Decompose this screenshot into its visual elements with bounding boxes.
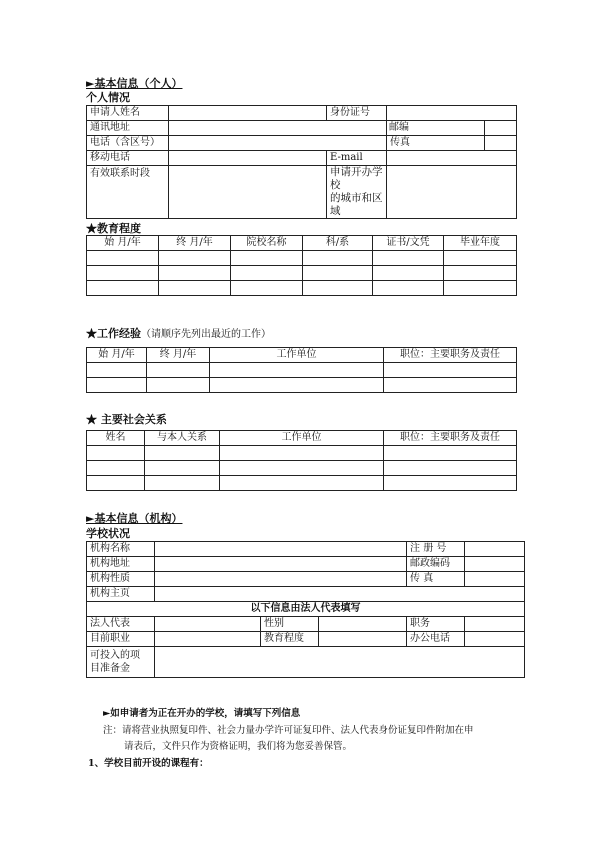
- school-city-label: [327, 166, 387, 219]
- occupation-label: 目前职业: [87, 632, 155, 647]
- col-header: 工作单位: [220, 431, 384, 446]
- legal-rep-field[interactable]: [155, 617, 261, 632]
- table-row: [87, 587, 525, 602]
- table-row: [87, 281, 517, 296]
- homepage-field[interactable]: [155, 587, 525, 602]
- legal-rep-label: 法人代表: [87, 617, 155, 632]
- table-cell[interactable]: [87, 251, 159, 266]
- work-section-title: ★工作经验: [86, 327, 141, 340]
- position-field[interactable]: [465, 617, 525, 632]
- personal-section-title: ►基本信息（个人）: [86, 77, 183, 90]
- work-section-heading: [86, 327, 271, 342]
- table-cell[interactable]: [210, 363, 384, 378]
- address-label: 通讯地址: [87, 121, 169, 136]
- table-cell[interactable]: [303, 281, 373, 296]
- funds-field[interactable]: [155, 647, 525, 678]
- registration-number-field[interactable]: [465, 542, 525, 557]
- gender-field[interactable]: [319, 617, 407, 632]
- table-header-row: [87, 431, 517, 446]
- applicant-name-field[interactable]: [169, 106, 327, 121]
- note-line-2: 请表后，文件只作为资格证明，我们将为您妥善保管。: [124, 741, 353, 752]
- table-row: [87, 446, 517, 461]
- table-row: [87, 476, 517, 491]
- col-header: 终 月/年: [159, 236, 231, 251]
- instruction-text: ►如申请者为正在开办的学校，请填写下列信息: [103, 708, 301, 719]
- fax-label: 传真: [387, 136, 485, 151]
- work-section-note: （请顺序先列出最近的工作）: [141, 329, 271, 340]
- table-cell[interactable]: [220, 446, 384, 461]
- table-header-row: [87, 348, 517, 363]
- col-header: 毕业年度: [444, 236, 517, 251]
- table-cell[interactable]: [231, 251, 303, 266]
- table-cell[interactable]: [87, 281, 159, 296]
- funds-label-line2: 目准备金: [90, 663, 130, 674]
- institution-nature-field[interactable]: [155, 572, 407, 587]
- table-cell[interactable]: [444, 281, 517, 296]
- table-row: [87, 251, 517, 266]
- table-row: [87, 602, 525, 617]
- education-table: [86, 235, 517, 296]
- col-header: 工作单位: [210, 348, 384, 363]
- office-phone-field[interactable]: [465, 632, 525, 647]
- office-phone-label: 办公电话: [407, 632, 465, 647]
- col-header: 始 月/年: [87, 348, 147, 363]
- table-cell[interactable]: [87, 476, 145, 491]
- work-table: [86, 347, 517, 393]
- table-cell[interactable]: [145, 476, 220, 491]
- table-row: [87, 151, 517, 166]
- table-row: [87, 557, 525, 572]
- contact-time-label: 有效联系时段: [87, 166, 169, 219]
- table-header-row: [87, 236, 517, 251]
- table-row: [87, 363, 517, 378]
- table-row: [87, 378, 517, 393]
- institution-address-label: 机构地址: [87, 557, 155, 572]
- table-cell[interactable]: [384, 378, 517, 393]
- table-cell[interactable]: [384, 476, 517, 491]
- col-header: 职位：主要职务及责任: [384, 431, 517, 446]
- col-header: 与本人关系: [145, 431, 220, 446]
- school-city-label-line1: 申请开办学校: [330, 166, 383, 191]
- table-cell[interactable]: [384, 446, 517, 461]
- institution-section-title: ►基本信息（机构）: [86, 512, 183, 525]
- contact-time-field[interactable]: [169, 166, 327, 219]
- table-cell[interactable]: [373, 281, 444, 296]
- fax-field[interactable]: [485, 136, 517, 151]
- col-header: 证书/文凭: [373, 236, 444, 251]
- institution-nature-label: 机构性质: [87, 572, 155, 587]
- table-cell[interactable]: [210, 378, 384, 393]
- table-row: [87, 632, 525, 647]
- table-cell[interactable]: [145, 446, 220, 461]
- institution-name-field[interactable]: [155, 542, 407, 557]
- table-row: [87, 166, 517, 219]
- table-cell[interactable]: [87, 266, 159, 281]
- table-cell[interactable]: [231, 266, 303, 281]
- table-row: [87, 647, 525, 678]
- legal-rep-heading: 以下信息由法人代表填写: [87, 602, 525, 617]
- school-city-label-line2: 的城市和区域: [330, 192, 383, 217]
- col-header: 始 月/年: [87, 236, 159, 251]
- education-label: 教育程度: [261, 632, 319, 647]
- table-cell[interactable]: [87, 446, 145, 461]
- col-header: 终 月/年: [147, 348, 210, 363]
- col-header: 姓名: [87, 431, 145, 446]
- table-cell[interactable]: [87, 363, 147, 378]
- table-cell[interactable]: [87, 461, 145, 476]
- education-field[interactable]: [319, 632, 407, 647]
- gender-label: 性别: [261, 617, 319, 632]
- fax-label: 传 真: [407, 572, 465, 587]
- registration-number-label: 注 册 号: [407, 542, 465, 557]
- fax-field[interactable]: [465, 572, 525, 587]
- position-label: 职务: [407, 617, 465, 632]
- address-field[interactable]: [169, 121, 387, 136]
- education-section-title: ★教育程度: [86, 222, 141, 235]
- col-header: 院校名称: [231, 236, 303, 251]
- postcode-label: 邮编: [387, 121, 485, 136]
- phone-field[interactable]: [169, 136, 387, 151]
- table-cell[interactable]: [87, 378, 147, 393]
- table-cell[interactable]: [147, 378, 210, 393]
- table-cell[interactable]: [444, 251, 517, 266]
- funds-label: [87, 647, 155, 678]
- table-cell[interactable]: [231, 281, 303, 296]
- mobile-label: 移动电话: [87, 151, 169, 166]
- table-cell[interactable]: [303, 266, 373, 281]
- col-header: 科/系: [303, 236, 373, 251]
- table-row: [87, 121, 517, 136]
- relations-section-title: ★ 主要社会关系: [86, 413, 167, 426]
- table-cell[interactable]: [145, 461, 220, 476]
- email-field[interactable]: [387, 151, 517, 166]
- relations-table: [86, 430, 517, 491]
- institution-table: [86, 541, 525, 678]
- table-cell[interactable]: [444, 266, 517, 281]
- phone-label: 电话（含区号）: [87, 136, 169, 151]
- institution-address-field[interactable]: [155, 557, 407, 572]
- table-cell[interactable]: [384, 461, 517, 476]
- table-cell[interactable]: [220, 461, 384, 476]
- table-cell[interactable]: [373, 251, 444, 266]
- postcode-field[interactable]: [465, 557, 525, 572]
- table-cell[interactable]: [159, 266, 231, 281]
- table-cell[interactable]: [384, 363, 517, 378]
- table-cell[interactable]: [147, 363, 210, 378]
- table-cell[interactable]: [220, 476, 384, 491]
- applicant-name-label: 申请人姓名: [87, 106, 169, 121]
- table-row: [87, 106, 517, 121]
- postcode-label: 邮政编码: [407, 557, 465, 572]
- institution-name-label: 机构名称: [87, 542, 155, 557]
- homepage-label: 机构主页: [87, 587, 155, 602]
- id-number-label: 身份证号: [327, 106, 387, 121]
- school-city-field[interactable]: [387, 166, 517, 219]
- table-row: [87, 542, 525, 557]
- email-label: E-mail: [327, 151, 387, 166]
- table-row: [87, 572, 525, 587]
- institution-subtitle: 学校状况: [86, 527, 130, 540]
- table-row: [87, 266, 517, 281]
- id-number-field[interactable]: [387, 106, 517, 121]
- table-cell[interactable]: [159, 251, 231, 266]
- mobile-field[interactable]: [169, 151, 327, 166]
- personal-info-table: [86, 105, 517, 219]
- table-cell[interactable]: [159, 281, 231, 296]
- table-cell[interactable]: [373, 266, 444, 281]
- postcode-field[interactable]: [485, 121, 517, 136]
- occupation-field[interactable]: [155, 632, 261, 647]
- table-row: [87, 461, 517, 476]
- table-row: [87, 136, 517, 151]
- note-line-1: 注：请将营业执照复印件、社会力量办学许可证复印件、法人代表身份证复印件附加在申: [103, 725, 474, 736]
- courses-heading: 1、学校目前开设的课程有：: [88, 758, 209, 769]
- table-row: [87, 617, 525, 632]
- col-header: 职位：主要职务及责任: [384, 348, 517, 363]
- table-cell[interactable]: [303, 251, 373, 266]
- personal-subtitle: 个人情况: [86, 91, 130, 104]
- funds-label-line1: 可投入的项: [90, 650, 140, 661]
